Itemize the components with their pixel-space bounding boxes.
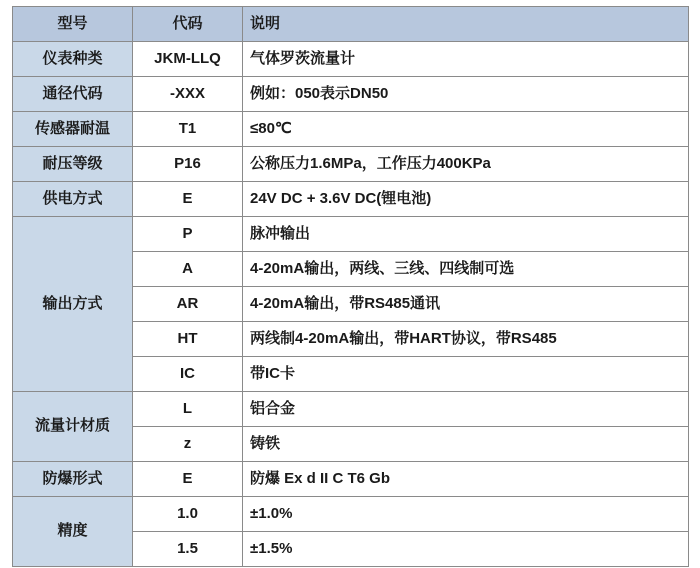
row-description-text: ≤80℃ <box>250 119 292 137</box>
row-code <box>133 42 243 77</box>
row-description <box>243 182 689 217</box>
row-code <box>133 357 243 392</box>
column-header <box>133 7 243 42</box>
row-label <box>13 147 133 182</box>
row-description <box>243 357 689 392</box>
row-code-text: P <box>182 224 193 242</box>
row-label <box>13 77 133 112</box>
row-description-text: 带IC卡 <box>250 364 296 382</box>
row-description-text: 24V DC + 3.6V DC(锂电池) <box>250 189 432 207</box>
row-description-text: 铸铁 <box>250 434 281 452</box>
row-description-text: 公称压力1.6MPa，工作压力400KPa <box>250 154 491 172</box>
row-code <box>133 497 243 532</box>
row-label-text: 流量计材质 <box>34 417 110 435</box>
table-row <box>13 147 689 182</box>
row-code <box>133 427 243 462</box>
row-code-text: HT <box>177 329 198 347</box>
row-label <box>13 112 133 147</box>
row-code <box>133 217 243 252</box>
row-code <box>133 77 243 112</box>
row-code-text: L <box>182 399 193 417</box>
row-label-text: 传感器耐温 <box>34 119 110 137</box>
row-description <box>243 497 689 532</box>
row-code-text: E <box>182 189 193 207</box>
row-label <box>13 392 133 462</box>
row-code-text: -XXX <box>169 84 205 102</box>
row-description <box>243 322 689 357</box>
table-row <box>13 77 689 112</box>
row-code-text: z <box>183 434 192 452</box>
row-label <box>13 182 133 217</box>
row-label <box>13 42 133 77</box>
column-header-label: 代码 <box>172 14 203 32</box>
row-label <box>13 497 133 567</box>
row-description-text: 铝合金 <box>250 399 296 417</box>
table-row <box>13 392 689 427</box>
row-code-text: AR <box>176 294 199 312</box>
specification-table <box>12 6 689 567</box>
column-header <box>13 7 133 42</box>
table-row <box>13 112 689 147</box>
row-label <box>13 217 133 392</box>
row-code-text: A <box>182 259 193 277</box>
row-code <box>133 287 243 322</box>
row-code-text: 1.5 <box>177 539 198 557</box>
row-description-text: ±1.5% <box>250 539 293 557</box>
row-description-text: 脉冲输出 <box>250 224 311 242</box>
row-code-text: E <box>182 469 193 487</box>
table-row <box>13 42 689 77</box>
table-row <box>13 462 689 497</box>
row-description <box>243 427 689 462</box>
row-label-text: 仪表种类 <box>42 49 103 67</box>
row-code <box>133 147 243 182</box>
row-code <box>133 322 243 357</box>
row-description-text: 防爆 Ex d II C T6 Gb <box>250 469 391 487</box>
row-label <box>13 462 133 497</box>
column-header <box>243 7 689 42</box>
row-description <box>243 462 689 497</box>
row-label-text: 输出方式 <box>42 294 103 312</box>
row-code <box>133 112 243 147</box>
row-description <box>243 392 689 427</box>
table-row <box>13 497 689 532</box>
row-label-text: 精度 <box>57 522 88 540</box>
row-label-text: 耐压等级 <box>42 154 103 172</box>
row-label-text: 供电方式 <box>42 189 103 207</box>
column-header-label: 说明 <box>250 14 281 32</box>
row-description <box>243 42 689 77</box>
row-label-text: 通径代码 <box>42 84 103 102</box>
row-code-text: P16 <box>174 154 201 172</box>
table-row <box>13 217 689 252</box>
row-description <box>243 112 689 147</box>
row-code <box>133 252 243 287</box>
row-code <box>133 182 243 217</box>
row-description-text: 4-20mA输出，带RS485通讯 <box>250 294 441 312</box>
row-label-text: 防爆形式 <box>42 469 103 487</box>
row-description-text: 4-20mA输出，两线、三线、四线制可选 <box>250 259 515 277</box>
row-code <box>133 532 243 567</box>
row-description-text: 气体罗茨流量计 <box>250 49 356 67</box>
row-description <box>243 252 689 287</box>
row-code <box>133 462 243 497</box>
row-description-text: 两线制4-20mA输出，带HART协议，带RS485 <box>250 329 557 347</box>
table-header-row <box>13 7 689 42</box>
row-code-text: T1 <box>178 119 197 137</box>
row-code-text: 1.0 <box>177 504 198 522</box>
row-description <box>243 217 689 252</box>
row-description-text: 例如：050表示DN50 <box>250 84 389 102</box>
row-description-text: ±1.0% <box>250 504 293 522</box>
row-code-text: JKM-LLQ <box>154 49 221 67</box>
row-description <box>243 147 689 182</box>
row-code-text: IC <box>180 364 195 382</box>
row-code <box>133 392 243 427</box>
row-description <box>243 532 689 567</box>
row-description <box>243 287 689 322</box>
row-description <box>243 77 689 112</box>
column-header-label: 型号 <box>57 14 88 32</box>
table-body <box>13 7 689 567</box>
table-row <box>13 182 689 217</box>
